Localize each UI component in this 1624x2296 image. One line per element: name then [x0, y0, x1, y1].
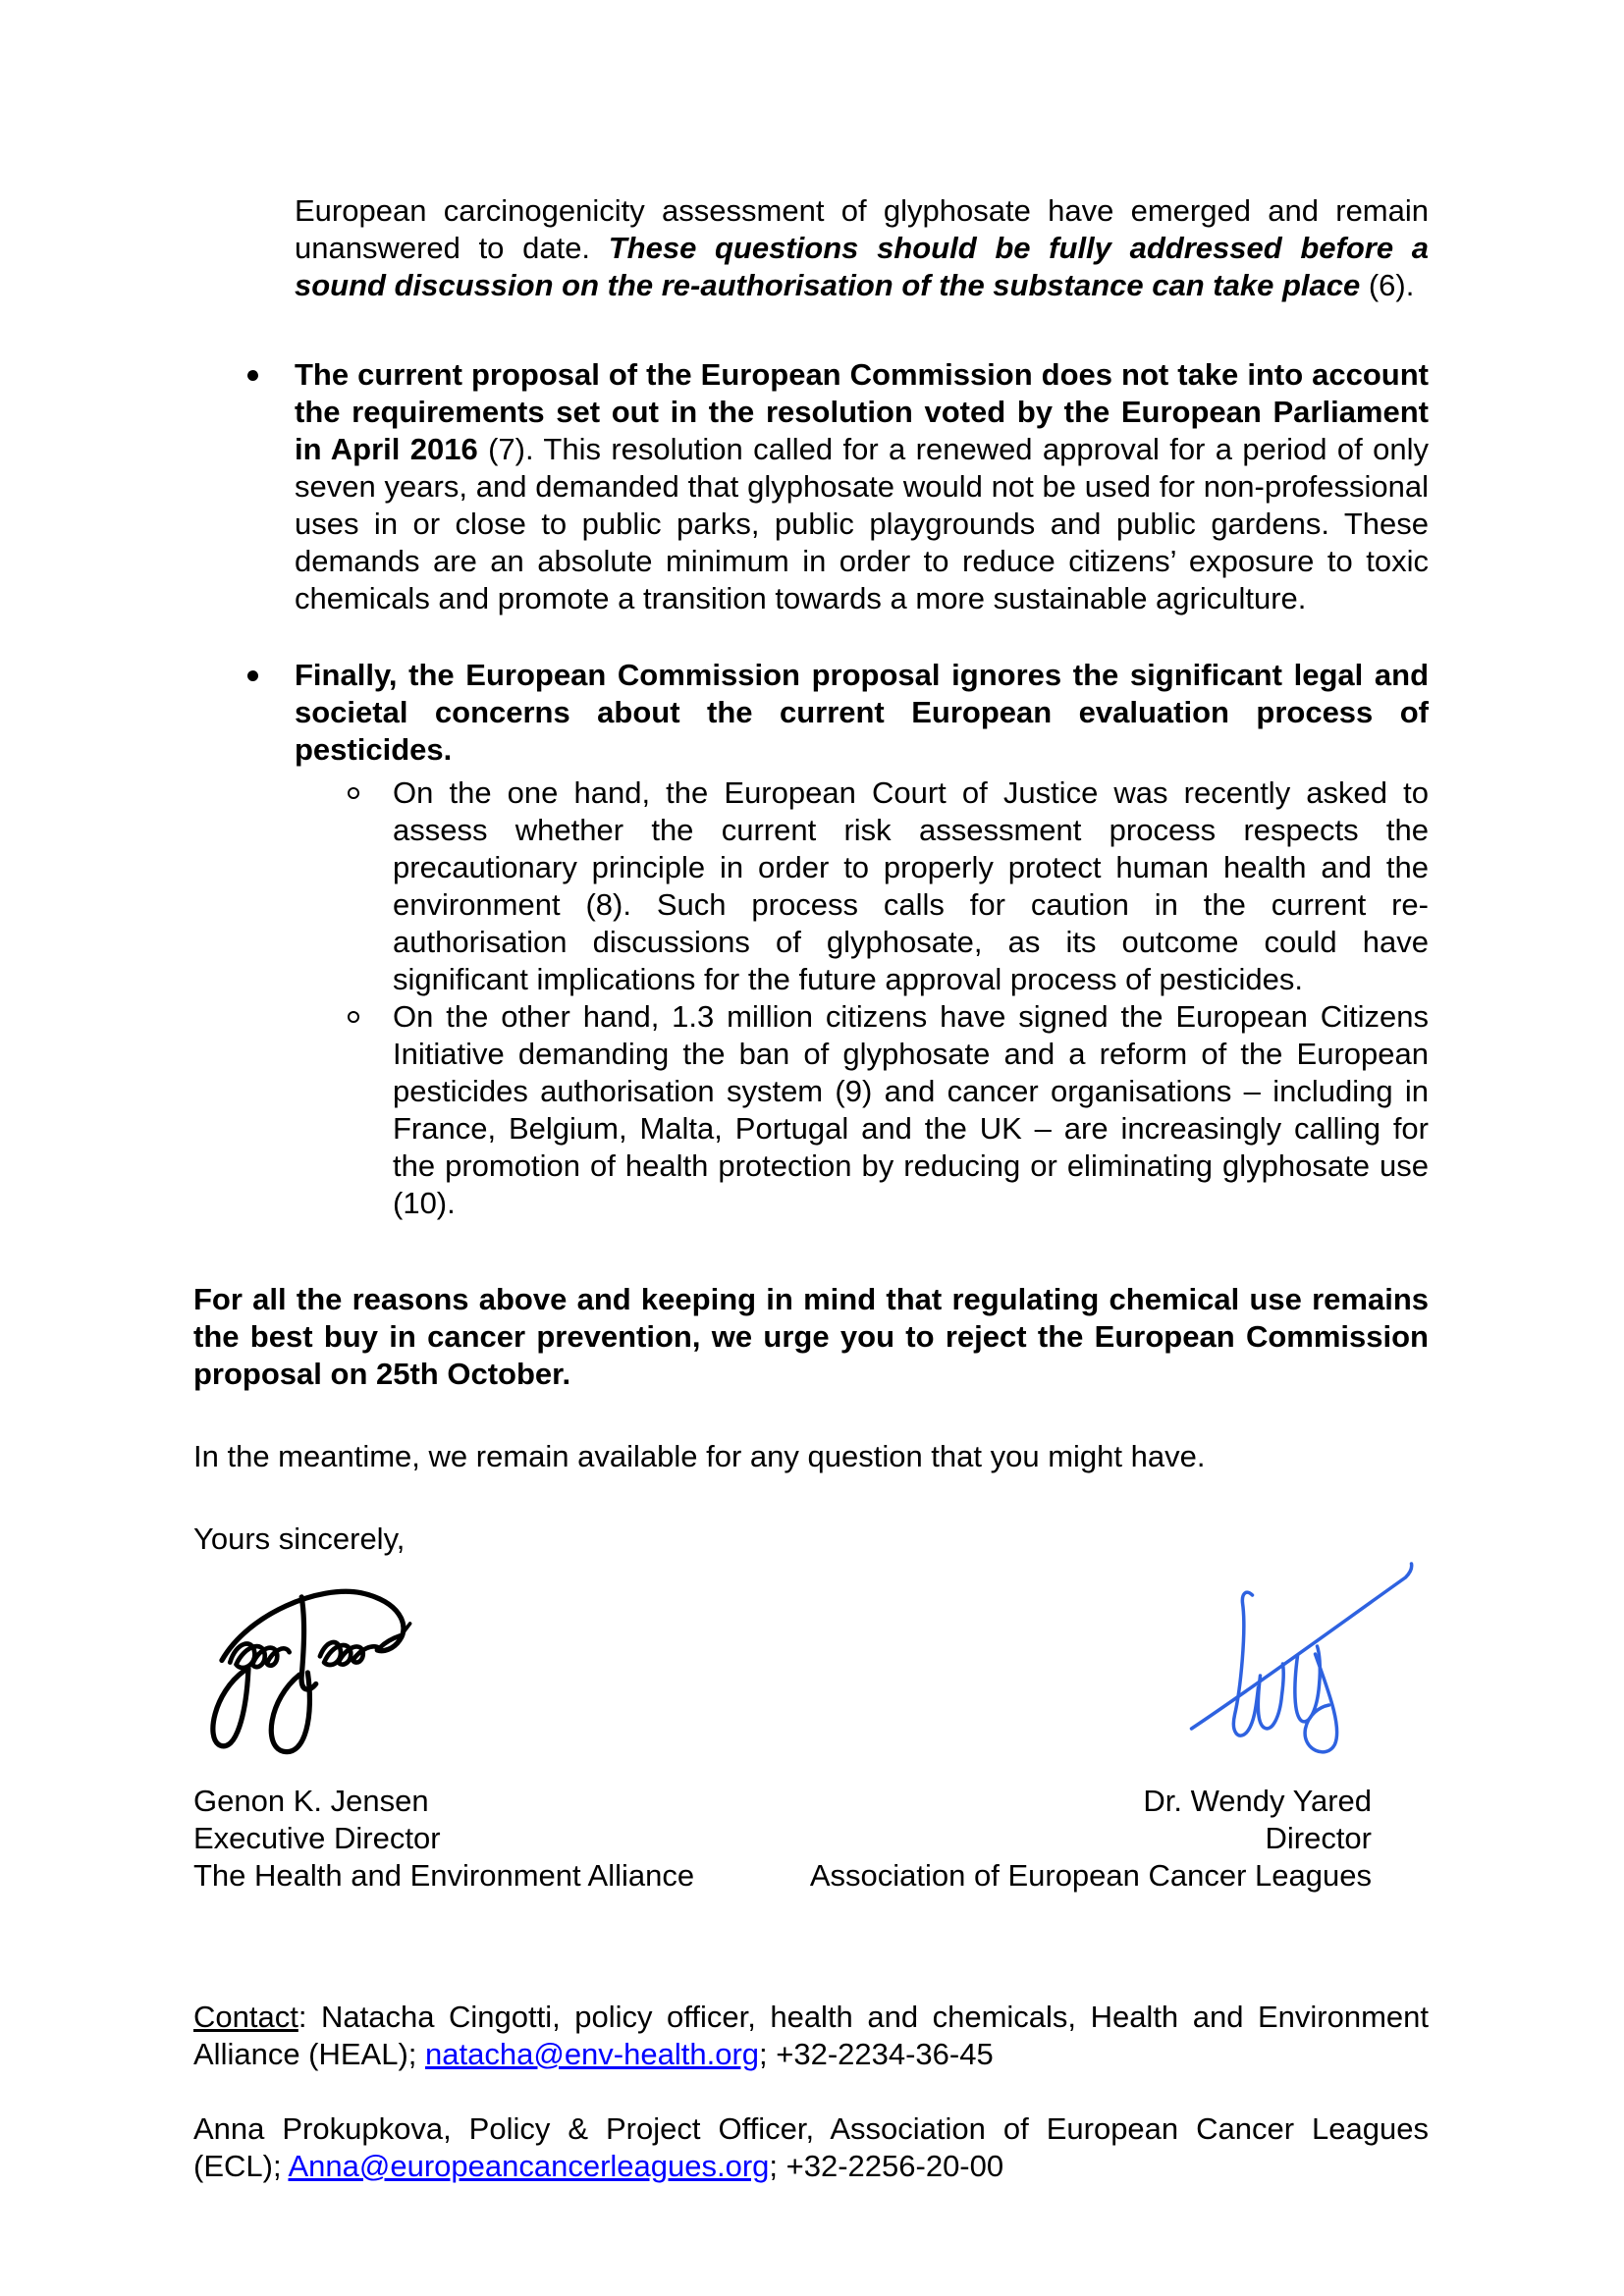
email-link-anna[interactable]: Anna@europeancancerleagues.org — [288, 2149, 770, 2183]
contact2-text: Anna Prokupkova, Policy & Project Officer, Association of European Cancer Leagues (ECL); — [193, 2111, 1429, 2183]
sub1-text: On the one hand, the European Court of Justice was recently asked to assess whether the current risk assessment process respects the precautionary principle in order to properly protect human health and the environment (8). Such process calls for caution in the current re-authorisation discussions of glyphosate, as its outcome could have significant implications for the future approval process of pesticides. — [393, 775, 1429, 996]
intro-paragraph — [295, 192, 1429, 304]
handwritten-signature-wendy-yared-icon — [1185, 1560, 1421, 1756]
contact-label: Contact — [193, 2000, 298, 2034]
signatories-block — [193, 1783, 1429, 1895]
bullet-legal-societal-text — [295, 657, 1429, 769]
subbullet-court-of-justice — [393, 774, 1429, 998]
subbullet-citizens-text — [393, 998, 1429, 1222]
bullet1-normal-text: (7). This resolution called for a renewed approval for a period of only seven years, and demanded that glyphosate would not be used for non-professional uses in or close to public parks, public playgrounds and public gardens. These demands are an absolute minimum in order to reduce citizens’ exposure to toxic chemicals and promote a transition towards a more sustainable agriculture. — [295, 432, 1429, 615]
contact1-text: : Natacha Cingotti, policy officer, health and chemicals, Health and Environment Alliance (HEAL); — [193, 2000, 1429, 2071]
bullet-commission-proposal-text — [295, 356, 1429, 617]
intro-emphasis-text: These questions should be fully addressed before a sound discussion on the re-authorisation of the substance can take place — [295, 231, 1429, 302]
signatory-name: Dr. Wendy Yared — [1143, 1784, 1372, 1818]
subbullet-citizens-initiative — [393, 998, 1429, 1222]
signatures-row — [193, 1575, 1429, 1777]
signatory-org: The Health and Environment Alliance — [193, 1858, 695, 1893]
bullet2-bold-text: Finally, the European Commission proposal ignores the significant legal and societal concerns about the current European evaluation process of pesticides. — [295, 658, 1429, 767]
intro-text-start: European carcinogenicity assessment of glyphosate have emerged and remain unanswered to date. — [295, 193, 1429, 265]
signatory-right — [810, 1783, 1372, 1895]
bullet1-bold-text: The current proposal of the European Commission does not take into account the requirements set out in the resolution voted by the European Parliament in April 2016 — [295, 357, 1429, 466]
contact1-phone: ; +32-2234-36-45 — [759, 2037, 994, 2071]
subbullet-court-text — [393, 774, 1429, 998]
availability-paragraph: In the meantime, we remain available for any question that you might have. — [193, 1439, 1206, 1473]
signatory-title: Executive Director — [193, 1821, 441, 1855]
intro-text-end: (6). — [1360, 268, 1415, 302]
bullet-dot-icon — [247, 370, 258, 381]
circle-bullet-icon — [348, 1011, 359, 1023]
contact2-phone: ; +32-2256-20-00 — [769, 2149, 1004, 2183]
email-link-natacha[interactable]: natacha@env-health.org — [425, 2037, 760, 2071]
salutation-text: Yours sincerely, — [193, 1522, 406, 1556]
bullet-commission-proposal — [295, 356, 1429, 617]
circle-bullet-icon — [348, 787, 359, 799]
sub2-text: On the other hand, 1.3 million citizens have signed the European Citizens Initiative demanding the ban of glyphosate and a reform of the European pesticides authorisation system (9) and cancer organisations – including in France, Belgium, Malta, Portugal and the UK – are increasingly calling for the promotion of health protection by reducing or eliminating glyphosate use (10). — [393, 999, 1429, 1220]
signatory-name: Genon K. Jensen — [193, 1784, 429, 1818]
signatory-title: Director — [1265, 1821, 1372, 1855]
handwritten-signature-genon-jensen-icon — [199, 1577, 445, 1769]
bullet-legal-societal-concerns — [295, 657, 1429, 769]
contact-ecl-paragraph — [193, 2110, 1429, 2185]
bullet-dot-icon — [247, 670, 258, 681]
signatory-left — [193, 1783, 694, 1895]
closing-appeal-paragraph: For all the reasons above and keeping in mind that regulating chemical use remains the best buy in cancer prevention, we urge you to reject the European Commission proposal on 25th October. — [193, 1282, 1429, 1391]
contact-heal-paragraph — [193, 1999, 1429, 2073]
signatory-org: Association of European Cancer Leagues — [809, 1858, 1372, 1893]
